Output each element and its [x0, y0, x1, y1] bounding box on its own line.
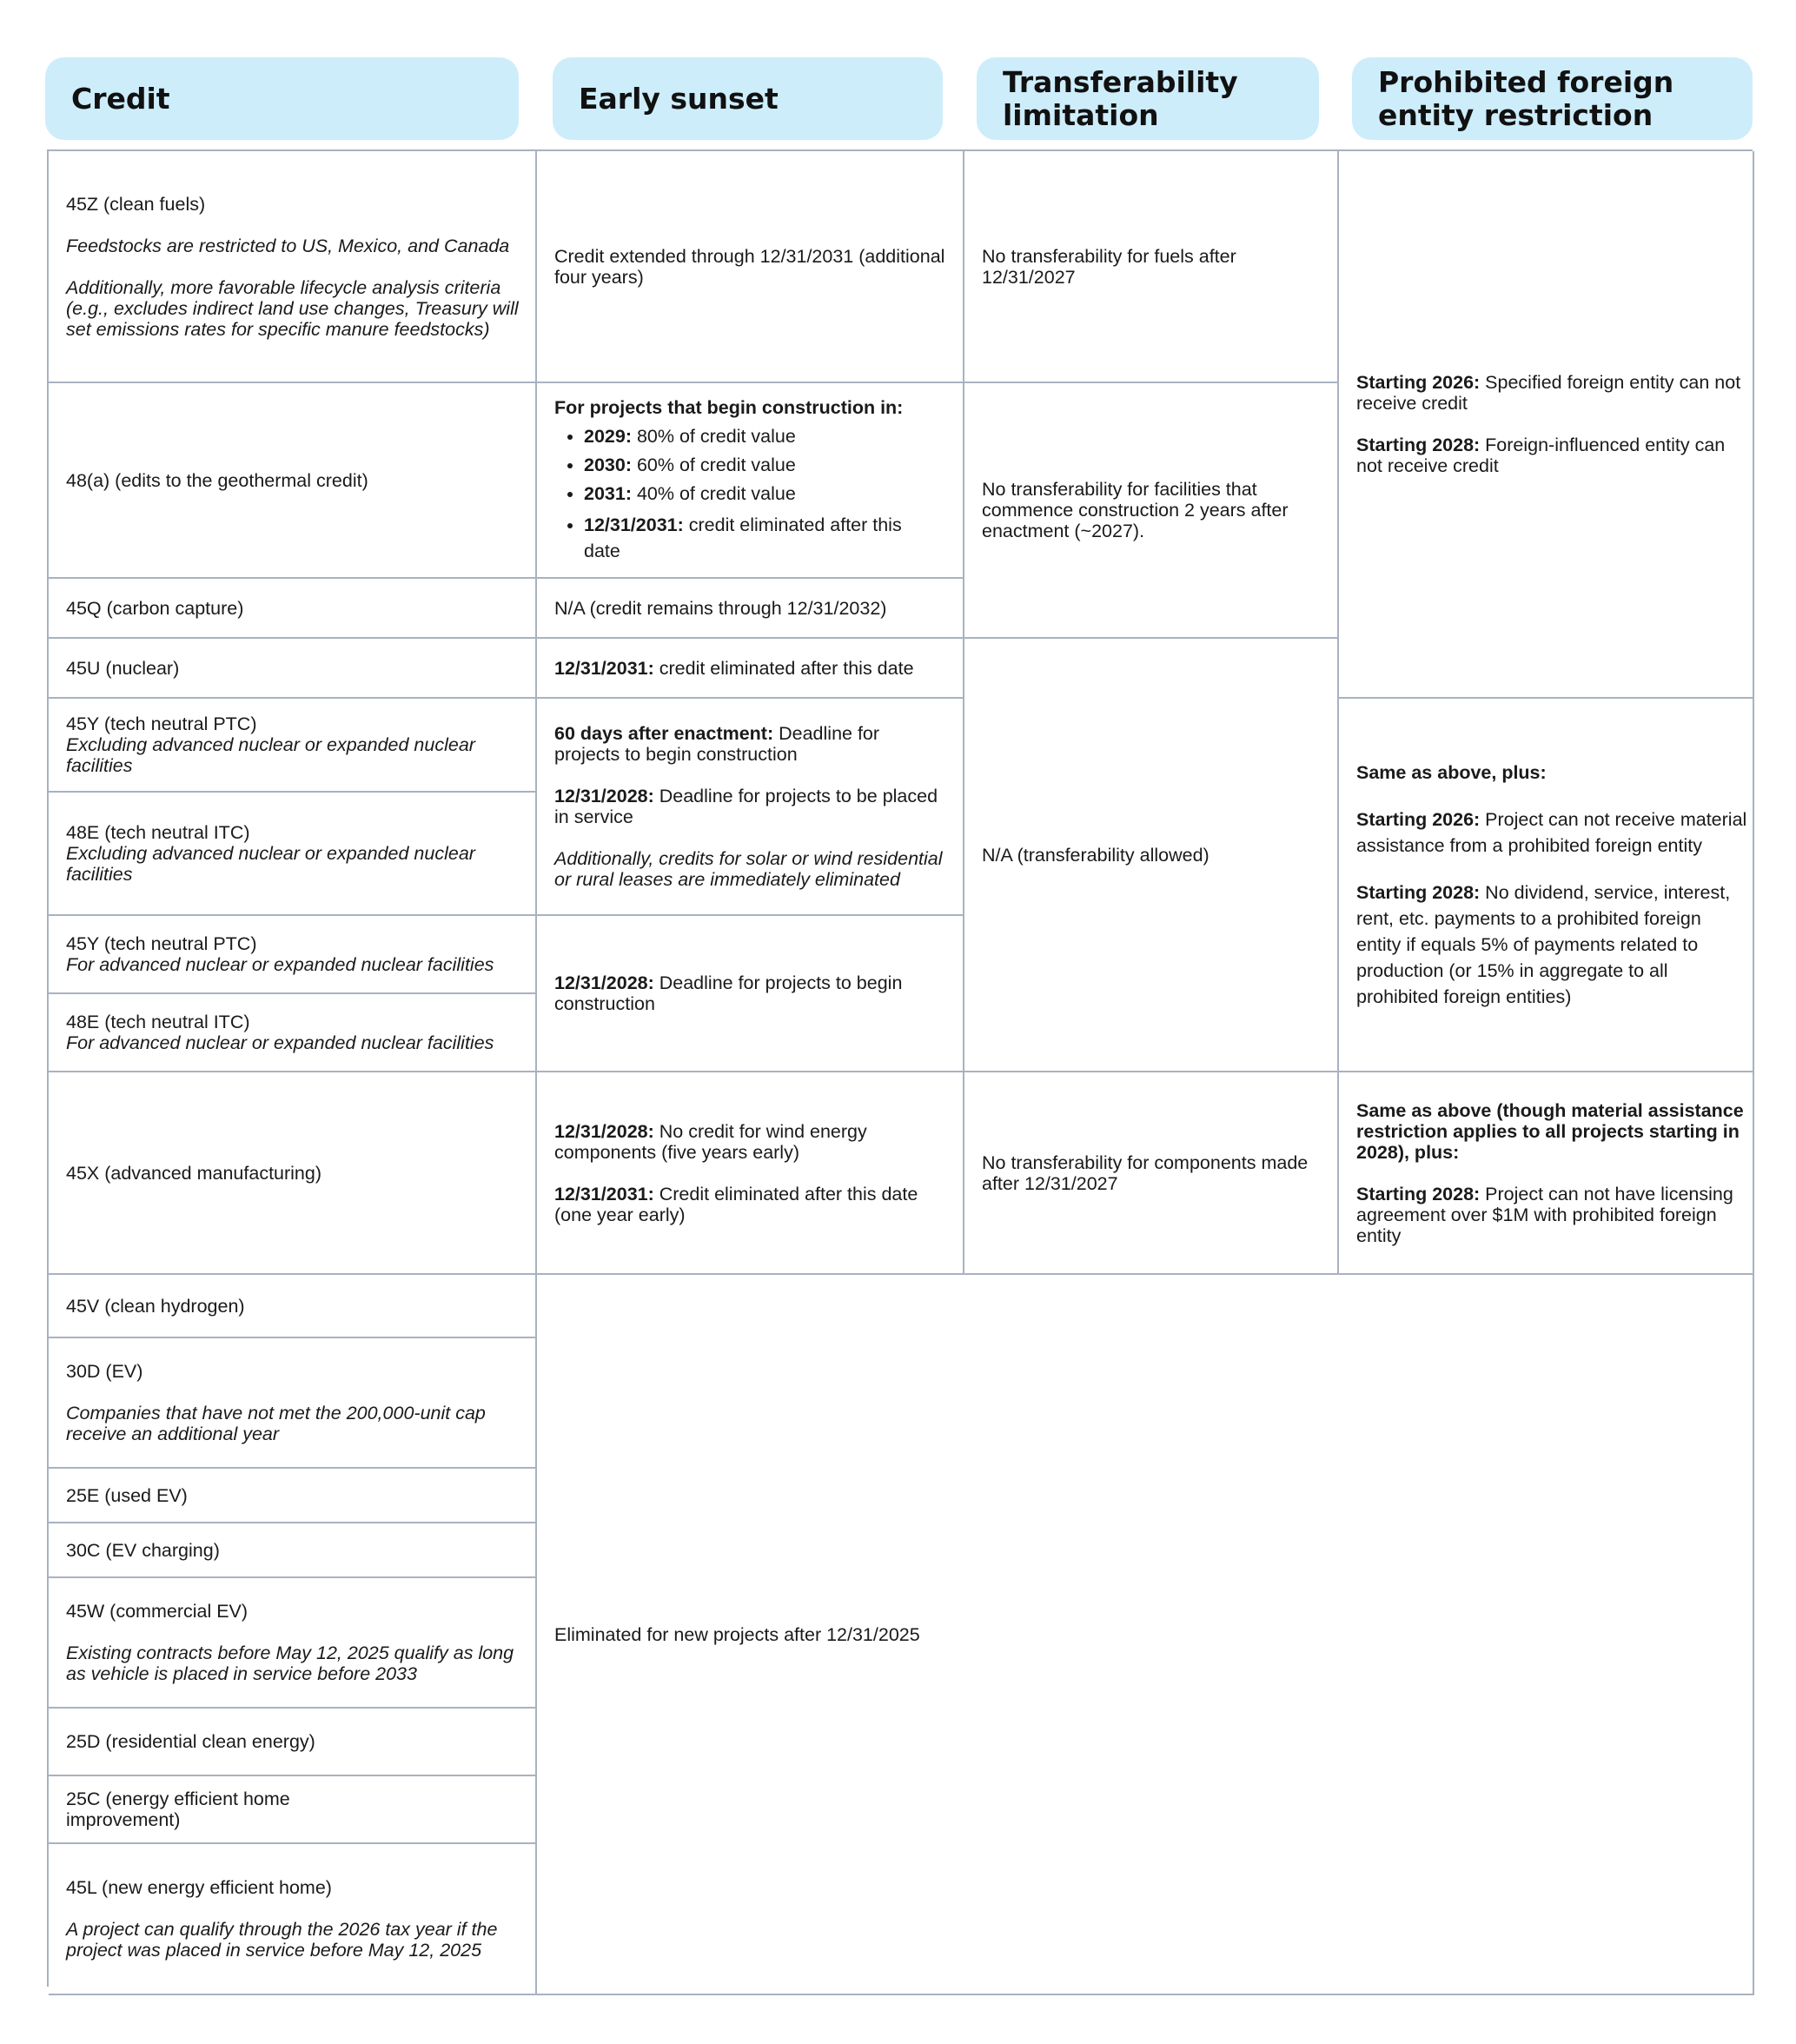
transfer-cell-allowed — [964, 639, 1339, 1072]
credit-note: Companies that have not met the 200,000-unit cap receive an additional year — [66, 1403, 486, 1444]
credit-cell-45z — [49, 151, 537, 383]
credit-cell-45v — [49, 1275, 537, 1338]
header-foreign-line2: entity restriction — [1378, 97, 1654, 132]
list-item: • 2029: 80% of credit value — [584, 426, 904, 447]
sunset-cell-48a — [537, 383, 964, 579]
sunset-cell-45q — [537, 579, 964, 639]
sunset-text: 12/31/2028: Deadline for projects to begin construction — [554, 972, 903, 1014]
credit-cell-45y-excluding — [49, 699, 537, 793]
credit-name: 45U (nuclear) — [66, 657, 180, 679]
foreign-cell-group2 — [1339, 699, 1754, 1072]
sunset-text: Eliminated for new projects after 12/31/2025 — [554, 1623, 920, 1645]
credit-cell-25c — [49, 1776, 537, 1844]
foreign-cell-group3 — [1339, 1072, 1754, 1275]
sunset-text: 12/31/2031: credit eliminated after this date — [554, 657, 914, 679]
credit-note: For advanced nuclear or expanded nuclear facilities — [66, 954, 494, 975]
header-early-sunset — [553, 57, 943, 140]
credit-cell-45q — [49, 579, 537, 639]
transfer-cell-45x — [964, 1072, 1339, 1275]
credit-cell-45x — [49, 1072, 537, 1275]
credit-cell-25e — [49, 1469, 537, 1523]
header-transferability — [977, 57, 1319, 140]
transfer-text: No transferability for components made after 12/31/2027 — [982, 1151, 1309, 1194]
credit-note: Additionally, more favorable lifecycle analysis criteria (e.g., excludes indirect land use changes, Treasury will set emissions rates for specific manure feedstocks) — [66, 276, 519, 340]
credit-name: 45Z (clean fuels) — [66, 193, 206, 215]
foreign-text: Starting 2028: Foreign-influenced entity can not receive credit — [1356, 435, 1726, 476]
transfer-text: No transferability for facilities that commence construction 2 years after enactment (~2027). — [982, 479, 1289, 541]
foreign-intro: Same as above (though material assistance restriction applies to all projects starting in 2028), plus: — [1356, 1099, 1744, 1163]
foreign-intro: Same as above, plus: — [1356, 762, 1547, 783]
credit-note: Feedstocks are restricted to US, Mexico, and Canada — [66, 235, 510, 256]
sunset-cell-tech-neutral-excluding — [537, 699, 964, 916]
credit-note: For advanced nuclear or expanded nuclear facilities — [66, 1032, 494, 1053]
sunset-cell-tech-neutral-nuclear — [537, 916, 964, 1072]
foreign-text: Starting 2028: Project can not have licensing agreement over $1M with prohibited foreign entity — [1356, 1183, 1733, 1246]
sunset-cell-45z — [537, 151, 964, 383]
credit-name: 45W (commercial EV) — [66, 1601, 249, 1622]
sunset-note: Additionally, credits for solar or wind residential or rural leases are immediately eliminated — [554, 848, 943, 890]
credit-cell-45y-nuclear — [49, 916, 537, 994]
credit-name: 45Q (carbon capture) — [66, 597, 244, 619]
sunset-text: Credit extended through 12/31/2031 (additional four years) — [554, 245, 945, 288]
transfer-cell-48a-45q — [964, 383, 1339, 639]
credit-name: 25C (energy efficient home improvement) — [66, 1788, 290, 1830]
credit-cell-25d — [49, 1709, 537, 1776]
credit-name: 45X (advanced manufacturing) — [66, 1162, 322, 1184]
sunset-text: 12/31/2028: Deadline for projects to be placed in service — [554, 786, 938, 827]
credit-note: Excluding advanced nuclear or expanded nuclear facilities — [66, 734, 475, 776]
credit-name: 45L (new energy efficient home) — [66, 1877, 332, 1898]
credit-cell-30c — [49, 1523, 537, 1578]
sunset-intro: For projects that begin construction in: — [554, 396, 904, 418]
list-item: • 2030: 60% of credit value — [584, 455, 904, 475]
credit-cell-45u — [49, 639, 537, 699]
credit-cell-45l — [49, 1844, 537, 1995]
credit-note: A project can qualify through the 2026 tax year if the project was placed in service before May 12, 2025 — [66, 1919, 498, 1961]
credit-name: 48E (tech neutral ITC) — [66, 822, 250, 843]
credit-name: 45Y (tech neutral PTC) — [66, 933, 257, 954]
sunset-text: 12/31/2031: Credit eliminated after this date (one year early) — [554, 1183, 918, 1225]
sunset-cell-eliminated — [537, 1275, 1754, 1995]
foreign-cell-group1 — [1339, 151, 1754, 699]
credit-name: 45Y (tech neutral PTC) — [66, 713, 257, 734]
foreign-text: Starting 2026: Specified foreign entity can not receive credit — [1356, 372, 1741, 414]
credit-cell-48a — [49, 383, 537, 579]
credit-name: 25D (residential clean energy) — [66, 1731, 315, 1752]
sunset-text: N/A (credit remains through 12/31/2032) — [554, 597, 887, 619]
credit-name: 48(a) (edits to the geothermal credit) — [66, 469, 368, 491]
credit-name: 30D (EV) — [66, 1361, 143, 1382]
header-transferability-line1: Transferability — [1003, 64, 1238, 99]
transfer-cell-45z — [964, 151, 1339, 383]
list-item: • 12/31/2031: credit eliminated after this date — [584, 512, 904, 564]
foreign-text: Starting 2026: Project can not receive material assistance from a prohibited foreign entity — [1356, 809, 1747, 856]
header-foreign-entity — [1352, 57, 1753, 140]
transfer-text: No transferability for fuels after 12/31/2027 — [982, 245, 1236, 288]
credit-name: 45V (clean hydrogen) — [66, 1295, 245, 1317]
header-credit-label: Credit — [71, 81, 170, 116]
credit-note: Excluding advanced nuclear or expanded nuclear facilities — [66, 843, 475, 885]
sunset-phase-list — [554, 418, 947, 564]
credit-note: Existing contracts before May 12, 2025 qualify as long as vehicle is placed in service before 2033 — [66, 1642, 514, 1684]
credit-cell-45w — [49, 1578, 537, 1709]
foreign-text: Starting 2028: No dividend, service, interest, rent, etc. payments to a prohibited foreign entity if equals 5% of payments related to production (or 15% in aggregate to all prohibited foreign entities) — [1356, 882, 1731, 1007]
credit-cell-48e-nuclear — [49, 994, 537, 1072]
header-transferability-line2: limitation — [1003, 97, 1159, 132]
header-foreign-line1: Prohibited foreign — [1378, 64, 1674, 99]
sunset-text: 12/31/2028: No credit for wind energy components (five years early) — [554, 1120, 867, 1163]
credit-name: 25E (used EV) — [66, 1484, 188, 1506]
transfer-text: N/A (transferability allowed) — [982, 844, 1209, 866]
credit-name: 30C (EV charging) — [66, 1539, 220, 1561]
credit-name: 48E (tech neutral ITC) — [66, 1012, 250, 1032]
credit-cell-48e-excluding — [49, 793, 537, 916]
header-early-sunset-label: Early sunset — [579, 81, 779, 116]
credit-cell-30d — [49, 1338, 537, 1469]
list-item: • 2031: 40% of credit value — [584, 483, 904, 504]
sunset-text: 60 days after enactment: Deadline for projects to begin construction — [554, 723, 880, 765]
header-credit — [45, 57, 519, 140]
sunset-cell-45u — [537, 639, 964, 699]
sunset-cell-45x — [537, 1072, 964, 1275]
credits-table — [47, 149, 1753, 1987]
